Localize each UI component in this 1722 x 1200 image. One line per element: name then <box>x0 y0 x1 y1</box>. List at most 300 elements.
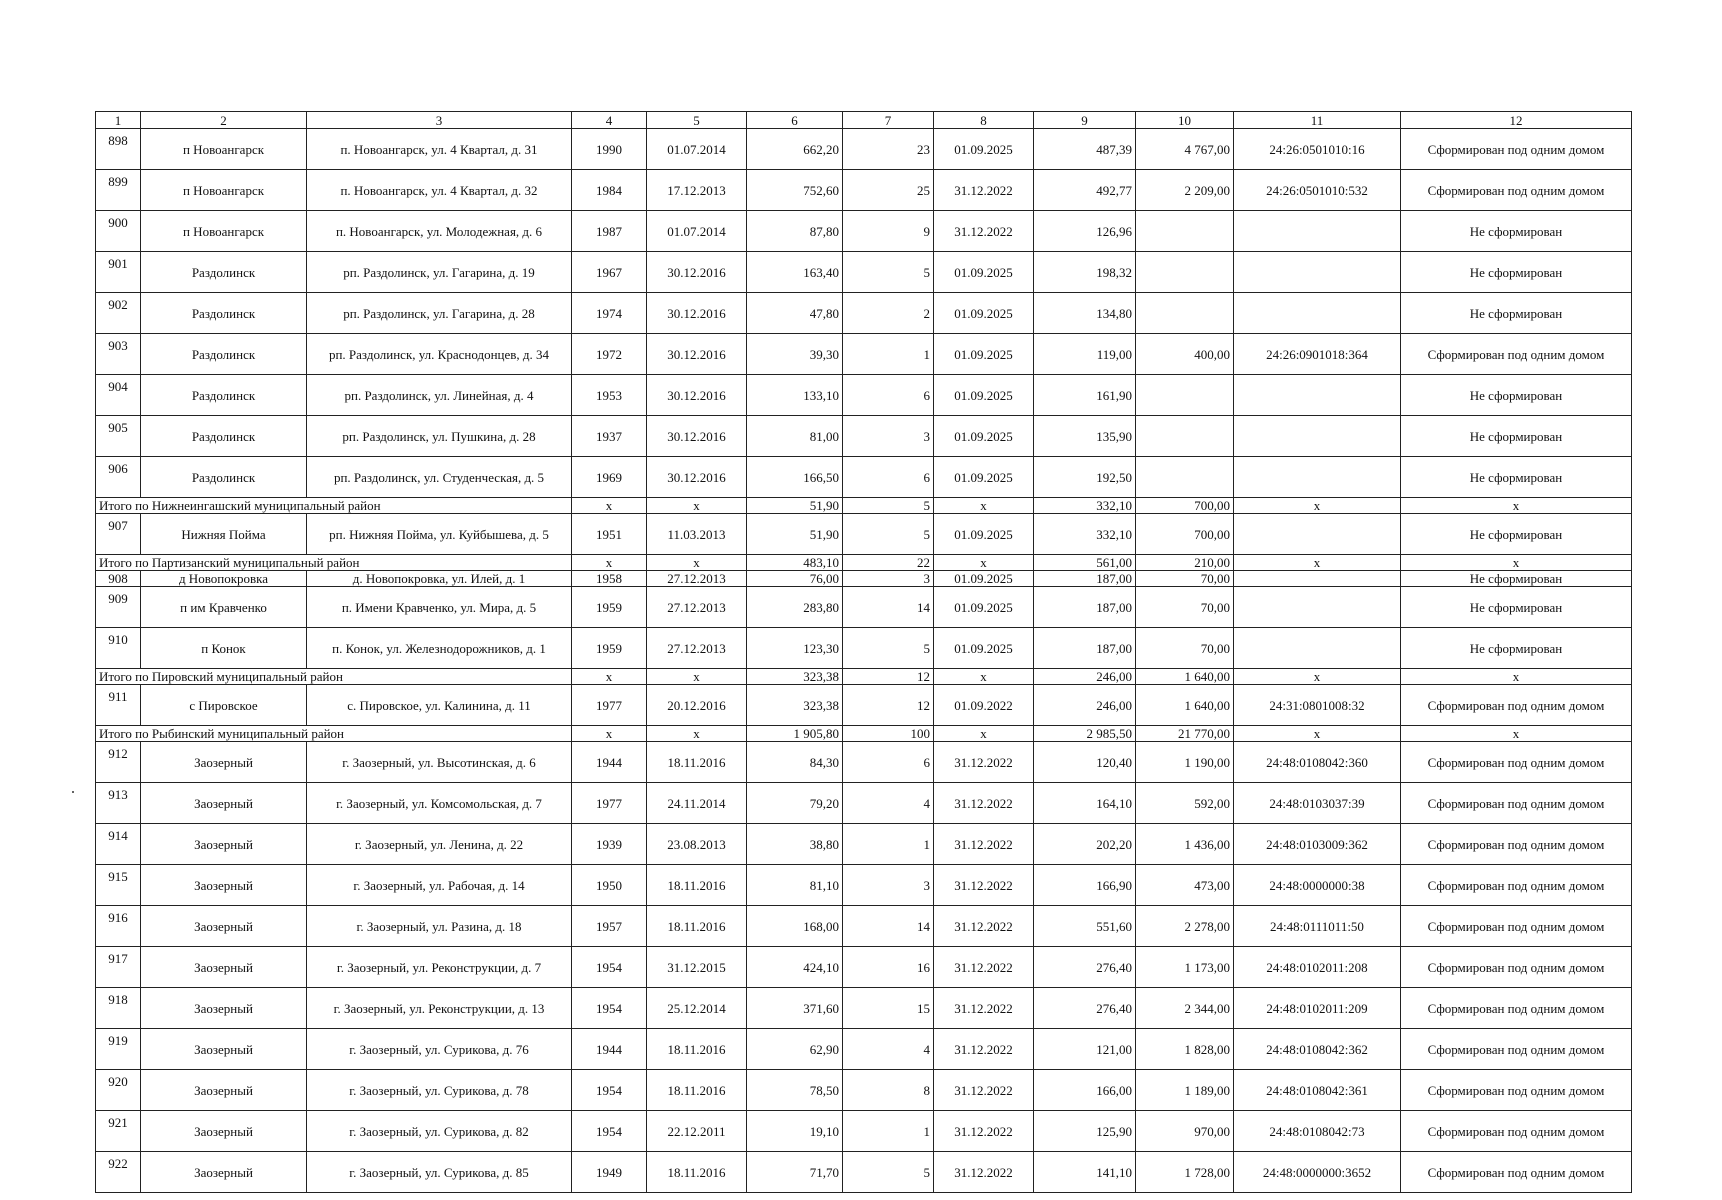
table-row <box>96 293 1632 334</box>
settlement-cell: Раздолинск <box>141 416 307 457</box>
resettlement-date-cell: 01.09.2025 <box>934 334 1034 375</box>
total-area: 1 905,80 <box>747 726 843 742</box>
land-status-cell: Сформирован под одним домом <box>1401 685 1632 726</box>
district-total-label: Итого по Нижнеингашский муниципальный район <box>96 498 572 514</box>
header-cell-7: 7 <box>843 112 934 129</box>
land-area-cell: 2 344,00 <box>1136 988 1234 1029</box>
row-number-cell: 909 <box>96 587 141 628</box>
total-resettlement-date: x <box>934 555 1034 571</box>
cadastral-number-cell <box>1234 252 1401 293</box>
table-row <box>96 334 1632 375</box>
year-built-cell: 1951 <box>572 514 647 555</box>
area-cell: 39,30 <box>747 334 843 375</box>
residents-cell: 5 <box>843 252 934 293</box>
recognition-date-cell: 27.12.2013 <box>647 587 747 628</box>
row-number-cell: 898 <box>96 129 141 170</box>
total-resettlement-date: x <box>934 498 1034 514</box>
recognition-date-cell: 30.12.2016 <box>647 252 747 293</box>
total-year-built: x <box>572 726 647 742</box>
year-built-cell: 1987 <box>572 211 647 252</box>
cost-area-cell: 187,00 <box>1034 587 1136 628</box>
residents-cell: 12 <box>843 685 934 726</box>
row-number-cell: 922 <box>96 1152 141 1193</box>
header-cell-12: 12 <box>1401 112 1632 129</box>
year-built-cell: 1950 <box>572 865 647 906</box>
row-number-cell: 916 <box>96 906 141 947</box>
table-row <box>96 988 1632 1029</box>
cadastral-number-cell: 24:48:0108042:360 <box>1234 742 1401 783</box>
resettlement-date-cell: 01.09.2025 <box>934 628 1034 669</box>
resettlement-date-cell: 31.12.2022 <box>934 865 1034 906</box>
land-area-cell <box>1136 416 1234 457</box>
district-total-row <box>96 498 1632 514</box>
residents-cell: 3 <box>843 416 934 457</box>
cost-area-cell: 332,10 <box>1034 514 1136 555</box>
recognition-date-cell: 30.12.2016 <box>647 457 747 498</box>
total-cadastral-number: x <box>1234 498 1401 514</box>
row-number-cell: 913 <box>96 783 141 824</box>
table-row <box>96 906 1632 947</box>
settlement-cell: д Новопокровка <box>141 571 307 587</box>
year-built-cell: 1939 <box>572 824 647 865</box>
recognition-date-cell: 25.12.2014 <box>647 988 747 1029</box>
table-row <box>96 742 1632 783</box>
row-number-cell: 918 <box>96 988 141 1029</box>
area-cell: 84,30 <box>747 742 843 783</box>
cadastral-number-cell: 24:26:0501010:532 <box>1234 170 1401 211</box>
recognition-date-cell: 18.11.2016 <box>647 1029 747 1070</box>
land-status-cell: Не сформирован <box>1401 416 1632 457</box>
address-cell: рп. Раздолинск, ул. Линейная, д. 4 <box>307 375 572 416</box>
year-built-cell: 1949 <box>572 1152 647 1193</box>
total-residents: 5 <box>843 498 934 514</box>
resettlement-date-cell: 01.09.2022 <box>934 685 1034 726</box>
cost-area-cell: 187,00 <box>1034 571 1136 587</box>
resettlement-date-cell: 01.09.2025 <box>934 416 1034 457</box>
cost-area-cell: 492,77 <box>1034 170 1136 211</box>
land-status-cell: Сформирован под одним домом <box>1401 334 1632 375</box>
district-total-row <box>96 726 1632 742</box>
area-cell: 78,50 <box>747 1070 843 1111</box>
row-number-cell: 905 <box>96 416 141 457</box>
header-cell-4: 4 <box>572 112 647 129</box>
resettlement-date-cell: 31.12.2022 <box>934 1111 1034 1152</box>
row-number-cell: 902 <box>96 293 141 334</box>
table-row <box>96 375 1632 416</box>
total-resettlement-date: x <box>934 669 1034 685</box>
recognition-date-cell: 18.11.2016 <box>647 865 747 906</box>
cadastral-number-cell <box>1234 628 1401 669</box>
table-row <box>96 1152 1632 1193</box>
district-total-label: Итого по Партизанский муниципальный район <box>96 555 572 571</box>
area-cell: 81,10 <box>747 865 843 906</box>
area-cell: 51,90 <box>747 514 843 555</box>
year-built-cell: 1958 <box>572 571 647 587</box>
cost-area-cell: 134,80 <box>1034 293 1136 334</box>
recognition-date-cell: 22.12.2011 <box>647 1111 747 1152</box>
district-total-label: Итого по Пировский муниципальный район <box>96 669 572 685</box>
row-number-cell: 911 <box>96 685 141 726</box>
address-cell: г. Заозерный, ул. Ленина, д. 22 <box>307 824 572 865</box>
cost-area-cell: 135,90 <box>1034 416 1136 457</box>
total-recognition-date: x <box>647 555 747 571</box>
year-built-cell: 1954 <box>572 1070 647 1111</box>
land-area-cell: 1 189,00 <box>1136 1070 1234 1111</box>
header-cell-5: 5 <box>647 112 747 129</box>
address-cell: п. Имени Кравченко, ул. Мира, д. 5 <box>307 587 572 628</box>
land-area-cell: 2 209,00 <box>1136 170 1234 211</box>
year-built-cell: 1954 <box>572 947 647 988</box>
total-recognition-date: x <box>647 498 747 514</box>
land-status-cell: Не сформирован <box>1401 293 1632 334</box>
cost-area-cell: 161,90 <box>1034 375 1136 416</box>
year-built-cell: 1969 <box>572 457 647 498</box>
recognition-date-cell: 27.12.2013 <box>647 571 747 587</box>
land-status-cell: Сформирован под одним домом <box>1401 1070 1632 1111</box>
area-cell: 47,80 <box>747 293 843 334</box>
row-number-cell: 919 <box>96 1029 141 1070</box>
area-cell: 371,60 <box>747 988 843 1029</box>
cadastral-number-cell: 24:26:0901018:364 <box>1234 334 1401 375</box>
land-status-cell: Не сформирован <box>1401 587 1632 628</box>
address-cell: рп. Раздолинск, ул. Краснодонцев, д. 34 <box>307 334 572 375</box>
land-status-cell: Сформирован под одним домом <box>1401 865 1632 906</box>
year-built-cell: 1972 <box>572 334 647 375</box>
total-land-status: x <box>1401 669 1632 685</box>
cadastral-number-cell <box>1234 293 1401 334</box>
residents-cell: 14 <box>843 906 934 947</box>
cost-area-cell: 187,00 <box>1034 628 1136 669</box>
residents-cell: 1 <box>843 824 934 865</box>
table-row <box>96 1070 1632 1111</box>
residents-cell: 8 <box>843 1070 934 1111</box>
year-built-cell: 1967 <box>572 252 647 293</box>
total-cadastral-number: x <box>1234 726 1401 742</box>
header-cell-11: 11 <box>1234 112 1401 129</box>
table-row <box>96 865 1632 906</box>
land-area-cell: 2 278,00 <box>1136 906 1234 947</box>
cadastral-number-cell: 24:48:0111011:50 <box>1234 906 1401 947</box>
land-status-cell: Сформирован под одним домом <box>1401 1152 1632 1193</box>
recognition-date-cell: 11.03.2013 <box>647 514 747 555</box>
cadastral-number-cell: 24:48:0000000:3652 <box>1234 1152 1401 1193</box>
table-row <box>96 457 1632 498</box>
land-area-cell: 1 640,00 <box>1136 685 1234 726</box>
land-status-cell: Не сформирован <box>1401 457 1632 498</box>
settlement-cell: Заозерный <box>141 1029 307 1070</box>
land-area-cell: 70,00 <box>1136 571 1234 587</box>
area-cell: 79,20 <box>747 783 843 824</box>
residents-cell: 15 <box>843 988 934 1029</box>
residents-cell: 5 <box>843 1152 934 1193</box>
cost-area-cell: 276,40 <box>1034 988 1136 1029</box>
cost-area-cell: 141,10 <box>1034 1152 1136 1193</box>
table-row <box>96 783 1632 824</box>
residents-cell: 5 <box>843 628 934 669</box>
residents-cell: 1 <box>843 1111 934 1152</box>
residents-cell: 4 <box>843 783 934 824</box>
cadastral-number-cell: 24:48:0102011:209 <box>1234 988 1401 1029</box>
residents-cell: 14 <box>843 587 934 628</box>
recognition-date-cell: 17.12.2013 <box>647 170 747 211</box>
total-cost-area: 246,00 <box>1034 669 1136 685</box>
recognition-date-cell: 27.12.2013 <box>647 628 747 669</box>
total-land-status: x <box>1401 726 1632 742</box>
total-recognition-date: x <box>647 726 747 742</box>
address-cell: п. Конок, ул. Железнодорожников, д. 1 <box>307 628 572 669</box>
address-cell: г. Заозерный, ул. Сурикова, д. 82 <box>307 1111 572 1152</box>
land-status-cell: Не сформирован <box>1401 375 1632 416</box>
land-area-cell: 1 436,00 <box>1136 824 1234 865</box>
address-cell: г. Заозерный, ул. Рабочая, д. 14 <box>307 865 572 906</box>
area-cell: 81,00 <box>747 416 843 457</box>
land-area-cell <box>1136 211 1234 252</box>
resettlement-date-cell: 31.12.2022 <box>934 211 1034 252</box>
resettlement-date-cell: 31.12.2022 <box>934 170 1034 211</box>
table-row <box>96 587 1632 628</box>
table-row <box>96 252 1632 293</box>
total-cadastral-number: x <box>1234 669 1401 685</box>
cadastral-number-cell: 24:31:0801008:32 <box>1234 685 1401 726</box>
total-area: 483,10 <box>747 555 843 571</box>
total-area: 323,38 <box>747 669 843 685</box>
land-status-cell: Не сформирован <box>1401 211 1632 252</box>
residents-cell: 6 <box>843 375 934 416</box>
settlement-cell: Раздолинск <box>141 293 307 334</box>
resettlement-date-cell: 01.09.2025 <box>934 375 1034 416</box>
settlement-cell: Раздолинск <box>141 457 307 498</box>
cost-area-cell: 166,90 <box>1034 865 1136 906</box>
area-cell: 76,00 <box>747 571 843 587</box>
total-cost-area: 2 985,50 <box>1034 726 1136 742</box>
address-cell: г. Заозерный, ул. Высотинская, д. 6 <box>307 742 572 783</box>
cadastral-number-cell <box>1234 211 1401 252</box>
resettlement-date-cell: 31.12.2022 <box>934 742 1034 783</box>
table-row <box>96 129 1632 170</box>
header-cell-2: 2 <box>141 112 307 129</box>
area-cell: 283,80 <box>747 587 843 628</box>
recognition-date-cell: 30.12.2016 <box>647 334 747 375</box>
recognition-date-cell: 18.11.2016 <box>647 1152 747 1193</box>
recognition-date-cell: 18.11.2016 <box>647 742 747 783</box>
cost-area-cell: 119,00 <box>1034 334 1136 375</box>
land-status-cell: Не сформирован <box>1401 628 1632 669</box>
land-status-cell: Сформирован под одним домом <box>1401 742 1632 783</box>
row-number-cell: 908 <box>96 571 141 587</box>
row-number-cell: 907 <box>96 514 141 555</box>
residents-cell: 2 <box>843 293 934 334</box>
resettlement-date-cell: 01.09.2025 <box>934 252 1034 293</box>
area-cell: 71,70 <box>747 1152 843 1193</box>
area-cell: 323,38 <box>747 685 843 726</box>
resettlement-date-cell: 01.09.2025 <box>934 514 1034 555</box>
land-area-cell: 700,00 <box>1136 514 1234 555</box>
land-area-cell: 473,00 <box>1136 865 1234 906</box>
land-area-cell: 400,00 <box>1136 334 1234 375</box>
recognition-date-cell: 01.07.2014 <box>647 211 747 252</box>
recognition-date-cell: 23.08.2013 <box>647 824 747 865</box>
recognition-date-cell: 30.12.2016 <box>647 293 747 334</box>
area-cell: 662,20 <box>747 129 843 170</box>
area-cell: 87,80 <box>747 211 843 252</box>
total-resettlement-date: x <box>934 726 1034 742</box>
cadastral-number-cell: 24:48:0000000:38 <box>1234 865 1401 906</box>
land-status-cell: Сформирован под одним домом <box>1401 783 1632 824</box>
cost-area-cell: 120,40 <box>1034 742 1136 783</box>
residents-cell: 9 <box>843 211 934 252</box>
header-cell-6: 6 <box>747 112 843 129</box>
cost-area-cell: 198,32 <box>1034 252 1136 293</box>
land-area-cell: 1 728,00 <box>1136 1152 1234 1193</box>
table-row <box>96 571 1632 587</box>
residents-cell: 3 <box>843 865 934 906</box>
land-status-cell: Сформирован под одним домом <box>1401 906 1632 947</box>
table-row <box>96 1111 1632 1152</box>
area-cell: 424,10 <box>747 947 843 988</box>
recognition-date-cell: 20.12.2016 <box>647 685 747 726</box>
recognition-date-cell: 24.11.2014 <box>647 783 747 824</box>
cost-area-cell: 276,40 <box>1034 947 1136 988</box>
address-cell: г. Заозерный, ул. Реконструкции, д. 7 <box>307 947 572 988</box>
settlement-cell: Заозерный <box>141 783 307 824</box>
land-status-cell: Сформирован под одним домом <box>1401 947 1632 988</box>
year-built-cell: 1944 <box>572 1029 647 1070</box>
cadastral-number-cell <box>1234 416 1401 457</box>
cost-area-cell: 125,90 <box>1034 1111 1136 1152</box>
resettlement-date-cell: 01.09.2025 <box>934 587 1034 628</box>
residents-cell: 4 <box>843 1029 934 1070</box>
settlement-cell: Заозерный <box>141 742 307 783</box>
cost-area-cell: 551,60 <box>1034 906 1136 947</box>
land-area-cell <box>1136 252 1234 293</box>
year-built-cell: 1959 <box>572 587 647 628</box>
cadastral-number-cell: 24:48:0102011:208 <box>1234 947 1401 988</box>
settlement-cell: Нижняя Пойма <box>141 514 307 555</box>
land-area-cell: 1 173,00 <box>1136 947 1234 988</box>
residents-cell: 25 <box>843 170 934 211</box>
settlement-cell: Раздолинск <box>141 334 307 375</box>
settlement-cell: п им Кравченко <box>141 587 307 628</box>
row-number-cell: 920 <box>96 1070 141 1111</box>
address-cell: г. Заозерный, ул. Разина, д. 18 <box>307 906 572 947</box>
header-cell-8: 8 <box>934 112 1034 129</box>
land-area-cell: 70,00 <box>1136 628 1234 669</box>
residents-cell: 3 <box>843 571 934 587</box>
cost-area-cell: 126,96 <box>1034 211 1136 252</box>
year-built-cell: 1954 <box>572 1111 647 1152</box>
cost-area-cell: 192,50 <box>1034 457 1136 498</box>
total-recognition-date: x <box>647 669 747 685</box>
address-cell: рп. Раздолинск, ул. Гагарина, д. 19 <box>307 252 572 293</box>
row-number-cell: 906 <box>96 457 141 498</box>
cost-area-cell: 121,00 <box>1034 1029 1136 1070</box>
settlement-cell: Раздолинск <box>141 252 307 293</box>
total-land-status: x <box>1401 498 1632 514</box>
year-built-cell: 1954 <box>572 988 647 1029</box>
land-status-cell: Сформирован под одним домом <box>1401 170 1632 211</box>
land-area-cell: 1 828,00 <box>1136 1029 1234 1070</box>
total-land-area: 700,00 <box>1136 498 1234 514</box>
header-cell-1: 1 <box>96 112 141 129</box>
area-cell: 752,60 <box>747 170 843 211</box>
resettlement-date-cell: 01.09.2025 <box>934 129 1034 170</box>
residents-cell: 5 <box>843 514 934 555</box>
land-status-cell: Сформирован под одним домом <box>1401 824 1632 865</box>
resettlement-date-cell: 31.12.2022 <box>934 824 1034 865</box>
land-status-cell: Сформирован под одним домом <box>1401 129 1632 170</box>
area-cell: 133,10 <box>747 375 843 416</box>
total-land-area: 1 640,00 <box>1136 669 1234 685</box>
row-number-cell: 901 <box>96 252 141 293</box>
address-cell: рп. Нижняя Пойма, ул. Куйбышева, д. 5 <box>307 514 572 555</box>
row-number-cell: 917 <box>96 947 141 988</box>
year-built-cell: 1953 <box>572 375 647 416</box>
settlement-cell: с Пировское <box>141 685 307 726</box>
total-year-built: x <box>572 498 647 514</box>
settlement-cell: Заозерный <box>141 824 307 865</box>
land-area-cell <box>1136 293 1234 334</box>
scan-speck <box>72 791 74 793</box>
land-status-cell: Не сформирован <box>1401 252 1632 293</box>
cadastral-number-cell: 24:26:0501010:16 <box>1234 129 1401 170</box>
settlement-cell: Заозерный <box>141 1152 307 1193</box>
recognition-date-cell: 01.07.2014 <box>647 129 747 170</box>
total-residents: 12 <box>843 669 934 685</box>
row-number-cell: 900 <box>96 211 141 252</box>
area-cell: 19,10 <box>747 1111 843 1152</box>
residents-cell: 23 <box>843 129 934 170</box>
year-built-cell: 1990 <box>572 129 647 170</box>
year-built-cell: 1944 <box>572 742 647 783</box>
address-cell: г. Заозерный, ул. Реконструкции, д. 13 <box>307 988 572 1029</box>
year-built-cell: 1957 <box>572 906 647 947</box>
residents-cell: 6 <box>843 457 934 498</box>
area-cell: 38,80 <box>747 824 843 865</box>
row-number-cell: 899 <box>96 170 141 211</box>
recognition-date-cell: 18.11.2016 <box>647 1070 747 1111</box>
settlement-cell: Заозерный <box>141 1070 307 1111</box>
table-row <box>96 685 1632 726</box>
year-built-cell: 1977 <box>572 783 647 824</box>
settlement-cell: Заозерный <box>141 906 307 947</box>
total-residents: 100 <box>843 726 934 742</box>
cadastral-number-cell: 24:48:0103009:362 <box>1234 824 1401 865</box>
cost-area-cell: 246,00 <box>1034 685 1136 726</box>
land-area-cell <box>1136 457 1234 498</box>
total-year-built: x <box>572 555 647 571</box>
cadastral-number-cell <box>1234 587 1401 628</box>
cadastral-number-cell: 24:48:0103037:39 <box>1234 783 1401 824</box>
year-built-cell: 1984 <box>572 170 647 211</box>
total-year-built: x <box>572 669 647 685</box>
area-cell: 168,00 <box>747 906 843 947</box>
resettlement-date-cell: 01.09.2025 <box>934 457 1034 498</box>
settlement-cell: п Новоангарск <box>141 211 307 252</box>
table-row <box>96 170 1632 211</box>
land-area-cell: 592,00 <box>1136 783 1234 824</box>
column-number-header <box>96 112 1632 129</box>
land-area-cell <box>1136 375 1234 416</box>
land-status-cell: Сформирован под одним домом <box>1401 988 1632 1029</box>
settlement-cell: Заозерный <box>141 865 307 906</box>
address-cell: г. Заозерный, ул. Комсомольская, д. 7 <box>307 783 572 824</box>
resettlement-date-cell: 01.09.2025 <box>934 293 1034 334</box>
recognition-date-cell: 30.12.2016 <box>647 416 747 457</box>
residents-cell: 16 <box>843 947 934 988</box>
land-status-cell: Не сформирован <box>1401 571 1632 587</box>
total-area: 51,90 <box>747 498 843 514</box>
settlement-cell: Заозерный <box>141 1111 307 1152</box>
